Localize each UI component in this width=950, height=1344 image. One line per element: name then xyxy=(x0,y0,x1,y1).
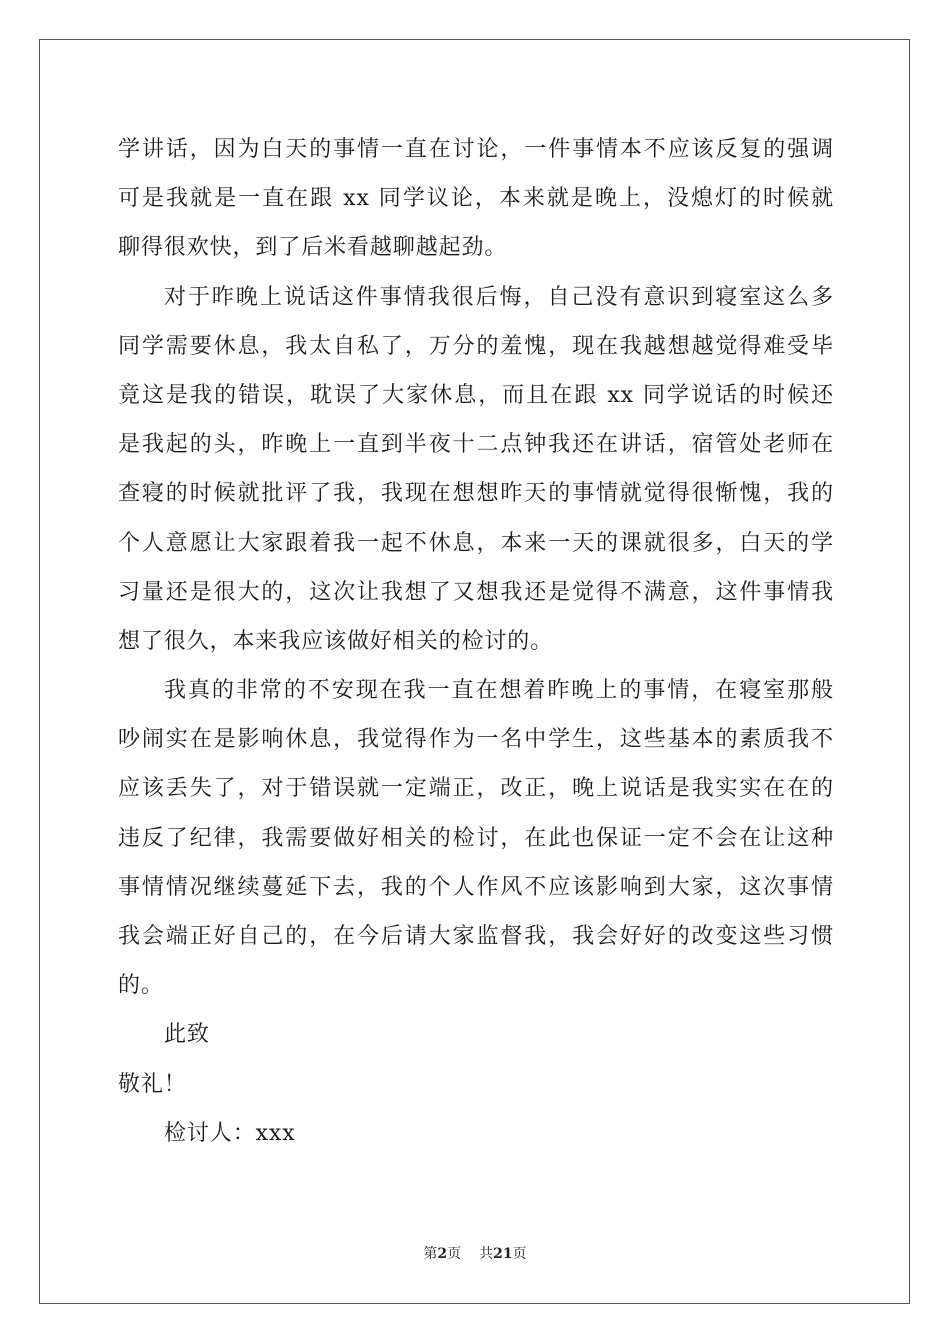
closing-regards: 敬礼！ xyxy=(118,1071,187,1097)
text-line: 可是我就是一直在跟 xx 同学议论，本来就是晚上，没熄灯的时候就 xyxy=(118,186,834,212)
page-suffix: 页 xyxy=(447,1246,462,1262)
text-line: 聊得很欢快，到了后米看越聊越起劲。 xyxy=(118,235,508,261)
page-footer xyxy=(0,1244,950,1264)
text-line: 查寝的时候就批评了我，我现在想想昨天的事情就觉得很惭愧，我的 xyxy=(118,481,834,507)
text-line: 违反了纪律，我需要做好相关的检讨，在此也保证一定不会在让这种 xyxy=(118,825,834,851)
text-line: 竟这是我的错误，耽误了大家休息，而且在跟 xx 同学说话的时候还 xyxy=(118,382,834,408)
text-line: 我会端正好自己的，在今后请大家监督我，我会好好的改变这些习惯 xyxy=(118,924,834,949)
text-line: 习量还是很大的，这次让我想了又想我还是觉得不满意，这件事情我 xyxy=(118,579,834,605)
text-line: 应该丢失了，对于错误就一定端正，改正，晚上说话是我实实在在的 xyxy=(118,776,834,802)
text-line: 同学需要休息，我太自私了，万分的羞愧，现在我越想越觉得难受毕 xyxy=(118,333,834,359)
closing-salutation: 此致 xyxy=(164,1022,210,1048)
text-line: 学讲话，因为白天的事情一直在讨论，一件事情本不应该反复的强调 xyxy=(118,137,834,162)
document-body xyxy=(118,125,834,1158)
signature-line: 检讨人：xxx xyxy=(164,1120,296,1146)
text-line: 的。 xyxy=(118,973,164,999)
page-prefix: 第 xyxy=(423,1246,438,1262)
text-line: 吵闹实在是影响休息，我觉得作为一名中学生，这些基本的素质我不 xyxy=(118,727,834,753)
text-line: 想了很久，本来我应该做好相关的检讨的。 xyxy=(118,628,554,654)
total-prefix: 共 xyxy=(479,1246,494,1262)
paragraph-first-line: 对于昨晚上说话这件事情我很后悔，自己没有意识到寝室这么多 xyxy=(164,284,834,310)
text-line: 事情情况继续蔓延下去，我的个人作风不应该影响到大家，这次事情 xyxy=(118,874,834,900)
total-pages: 21 xyxy=(493,1246,513,1262)
text-line: 个人意愿让大家跟着我一起不休息，本来一天的课就很多，白天的学 xyxy=(118,530,834,556)
page-number: 2 xyxy=(437,1246,448,1262)
paragraph-first-line: 我真的非常的不安现在我一直在想着昨晚上的事情，在寝室那般 xyxy=(164,678,834,704)
text-line: 是我起的头，昨晚上一直到半夜十二点钟我还在讲话，宿管处老师在 xyxy=(118,432,834,458)
total-suffix: 页 xyxy=(512,1246,527,1262)
